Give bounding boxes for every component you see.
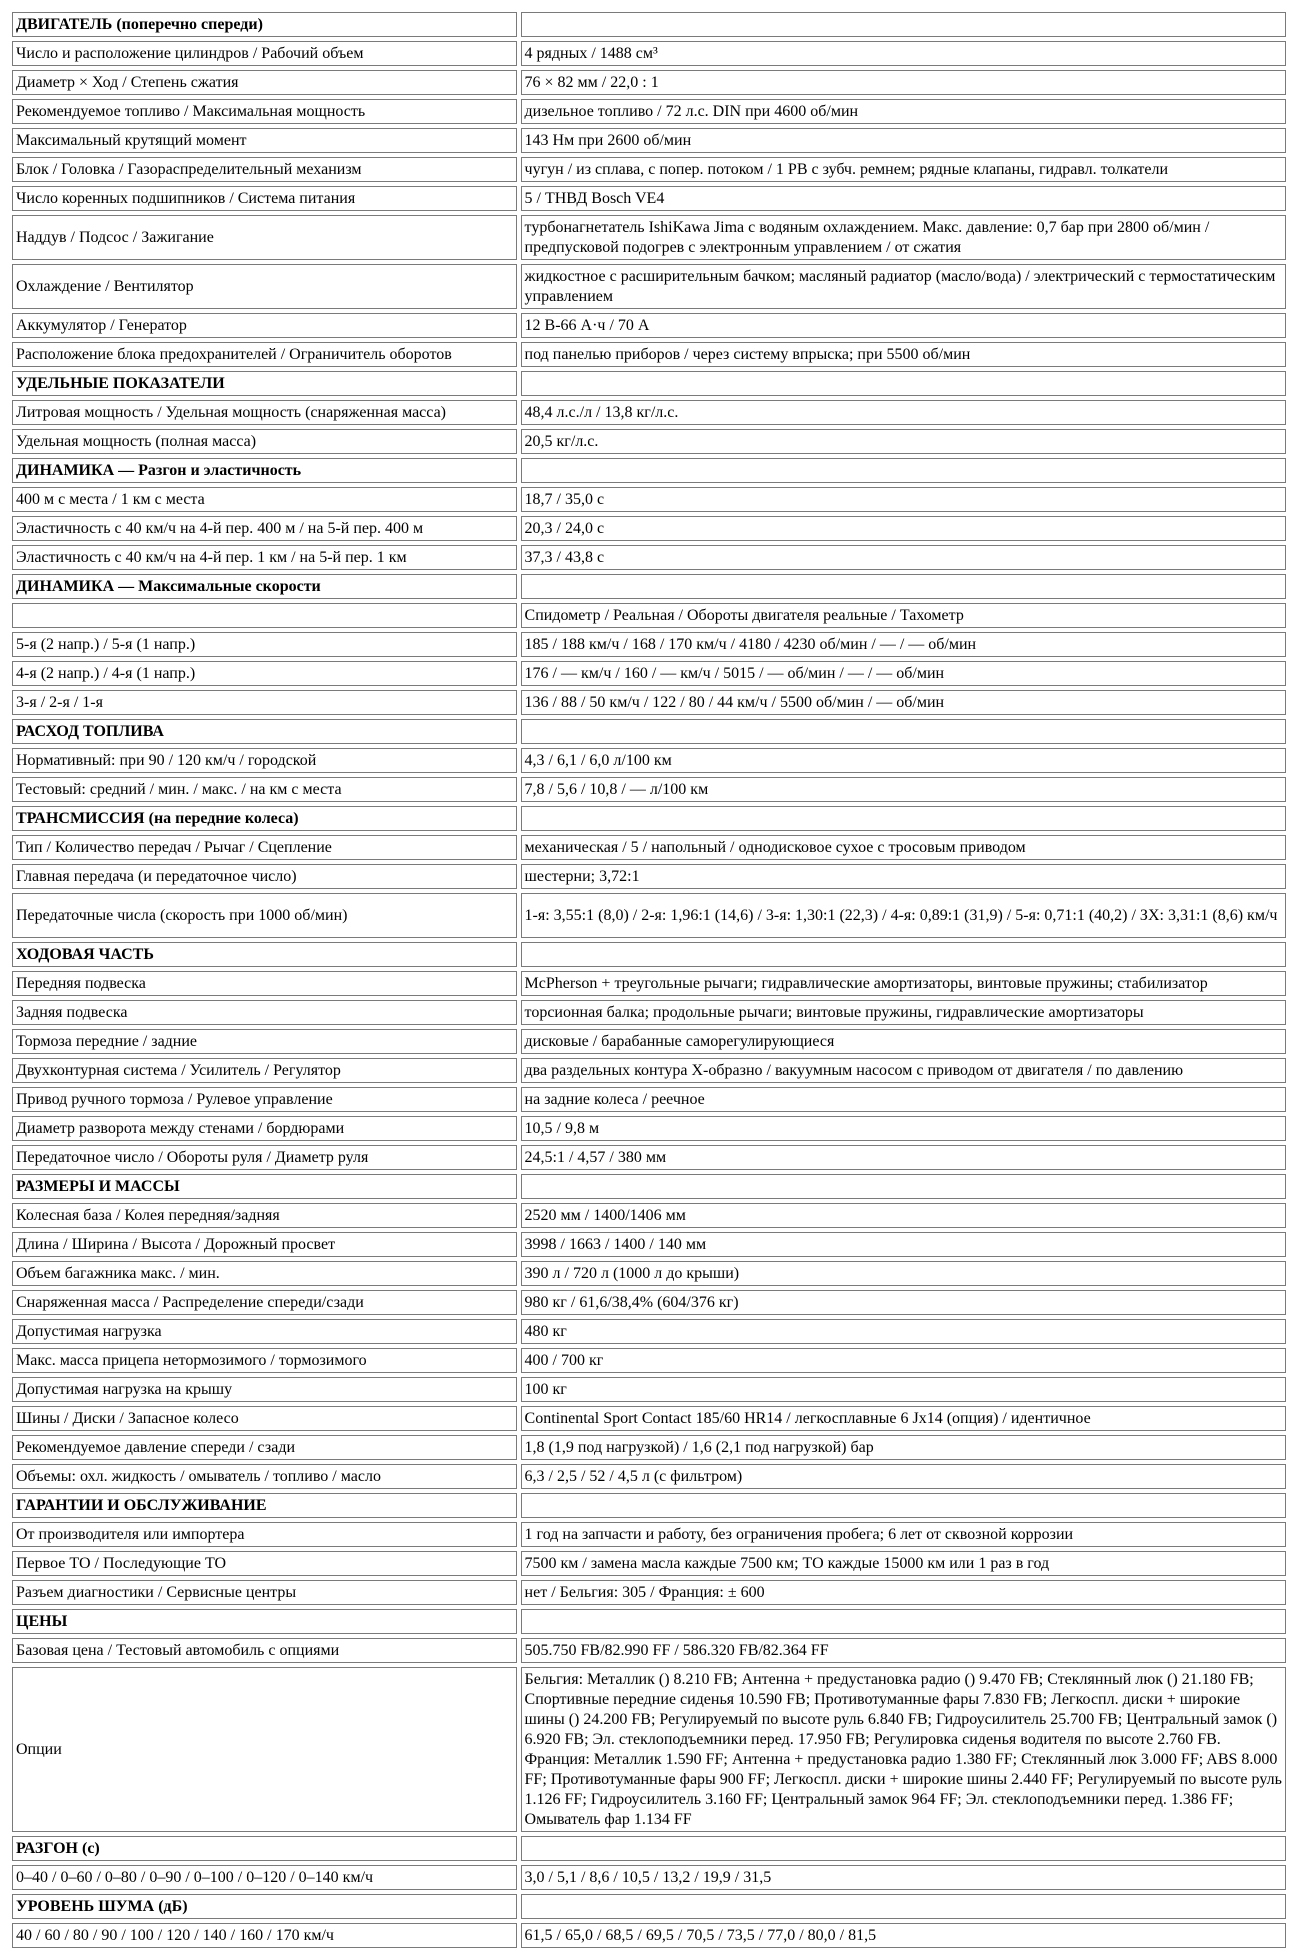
spec-row — [12, 545, 1286, 570]
spec-label: Привод ручного тормоза / Рулевое управление — [12, 1087, 517, 1112]
spec-row — [12, 215, 1286, 260]
spec-row — [12, 1667, 1286, 1832]
spec-value: торсионная балка; продольные рычаги; винтовые пружины, гидравлические амортизаторы — [521, 1000, 1286, 1025]
spec-label: Передаточные числа (скорость при 1000 об/мин) — [12, 893, 517, 938]
spec-label: Передняя подвеска — [12, 971, 517, 996]
spec-row — [12, 1029, 1286, 1054]
section-header-row — [12, 574, 1286, 599]
spec-row — [12, 264, 1286, 309]
spec-value: жидкостное с расширительным бачком; масляный радиатор (масло/вода) / электрический с термостатическим управлением — [521, 264, 1286, 309]
section-empty-cell — [521, 942, 1286, 967]
spec-value: 20,3 / 24,0 с — [521, 516, 1286, 541]
spec-value: 176 / — км/ч / 160 / — км/ч / 5015 / — об/мин / — / — об/мин — [521, 661, 1286, 686]
spec-row — [12, 1435, 1286, 1460]
spec-row — [12, 1203, 1286, 1228]
spec-label: Рекомендуемое топливо / Максимальная мощность — [12, 99, 517, 124]
spec-label: Разъем диагностики / Сервисные центры — [12, 1580, 517, 1605]
spec-row — [12, 487, 1286, 512]
section-empty-cell — [521, 1894, 1286, 1919]
spec-label: Литровая мощность / Удельная мощность (снаряженная масса) — [12, 400, 517, 425]
spec-label: 5-я (2 напр.) / 5-я (1 напр.) — [12, 632, 517, 657]
spec-value: McPherson + треугольные рычаги; гидравлические амортизаторы, винтовые пружины; стабилизатор — [521, 971, 1286, 996]
section-header-row — [12, 719, 1286, 744]
section-title: ДИНАМИКА — Разгон и эластичность — [12, 458, 517, 483]
spec-table — [8, 8, 1290, 1952]
spec-value: 6,3 / 2,5 / 52 / 4,5 л (с фильтром) — [521, 1464, 1286, 1489]
section-empty-cell — [521, 1609, 1286, 1634]
section-empty-cell — [521, 1493, 1286, 1518]
spec-value: 480 кг — [521, 1319, 1286, 1344]
spec-label: Допустимая нагрузка на крышу — [12, 1377, 517, 1402]
spec-value: 143 Нм при 2600 об/мин — [521, 128, 1286, 153]
spec-row — [12, 632, 1286, 657]
spec-value: 185 / 188 км/ч / 168 / 170 км/ч / 4180 / 4230 об/мин / — / — об/мин — [521, 632, 1286, 657]
spec-row — [12, 342, 1286, 367]
section-title: ДИНАМИКА — Максимальные скорости — [12, 574, 517, 599]
section-empty-cell — [521, 371, 1286, 396]
spec-row — [12, 1290, 1286, 1315]
spec-label: Базовая цена / Тестовый автомобиль с опциями — [12, 1638, 517, 1663]
section-empty-cell — [521, 806, 1286, 831]
spec-label: 400 м с места / 1 км с места — [12, 487, 517, 512]
section-header-row — [12, 1609, 1286, 1634]
spec-value: 400 / 700 кг — [521, 1348, 1286, 1373]
spec-label: Охлаждение / Вентилятор — [12, 264, 517, 309]
spec-label: Блок / Головка / Газораспределительный механизм — [12, 157, 517, 182]
section-header-row — [12, 371, 1286, 396]
spec-row — [12, 99, 1286, 124]
spec-row — [12, 1638, 1286, 1663]
section-title: УРОВЕНЬ ШУМА (дБ) — [12, 1894, 517, 1919]
spec-label: Макс. масса прицепа нетормозимого / тормозимого — [12, 1348, 517, 1373]
spec-label: Эластичность с 40 км/ч на 4-й пер. 1 км / на 5-й пер. 1 км — [12, 545, 517, 570]
spec-value: 48,4 л.с./л / 13,8 кг/л.с. — [521, 400, 1286, 425]
spec-row — [12, 893, 1286, 938]
section-empty-cell — [521, 1174, 1286, 1199]
spec-label: 0–40 / 0–60 / 0–80 / 0–90 / 0–100 / 0–120 / 0–140 км/ч — [12, 1865, 517, 1890]
spec-value: турбонагнетатель IshiKawa Jima с водяным охлаждением. Макс. давление: 0,7 бар при 2800 об/мин / предпусковой подогрев с электронным управлением / от сжатия — [521, 215, 1286, 260]
section-title: ТРАНСМИССИЯ (на передние колеса) — [12, 806, 517, 831]
spec-value: 10,5 / 9,8 м — [521, 1116, 1286, 1141]
section-header-row — [12, 12, 1286, 37]
section-header-row — [12, 458, 1286, 483]
spec-label: Наддув / Подсос / Зажигание — [12, 215, 517, 260]
section-title: ЦЕНЫ — [12, 1609, 517, 1634]
spec-label: Главная передача (и передаточное число) — [12, 864, 517, 889]
spec-label: Максимальный крутящий момент — [12, 128, 517, 153]
spec-label: Колесная база / Колея передняя/задняя — [12, 1203, 517, 1228]
spec-label: Допустимая нагрузка — [12, 1319, 517, 1344]
spec-value: 1 год на запчасти и работу, без ограничения пробега; 6 лет от сквозной коррозии — [521, 1522, 1286, 1547]
spec-value: Бельгия: Металлик () 8.210 FB; Антенна + предустановка радио () 9.470 FB; Стеклянный люк () 21.180 FB; Спортивные передние сиденья 10.590 FB; Противотуманные фары 7.830 FB; Легкоспл. диски + широкие шины () 24.200 FB; Регулируемый по высоте руль 6.840 FB; Гидроусилитель 25.700 FB; Центральный замок () 6.920 FB; Эл. стеклоподъемники перед. 17.950 FB; Регулировка сиденья водителя по высоте 2.760 FB. Франция: Металлик 1.590 FF; Антенна + предустановка радио 1.380 FF; Стеклянный люк 3.000 FF; ABS 8.000 FF; Противотуманные фары 900 FF; Легкоспл. диски + широкие шины 2.440 FF; Регулируемый по высоте руль 1.126 FF; Гидроусилитель 3.160 FF; Центральный замок 964 FF; Эл. стеклоподъемники перед. 1.386 FF; Омыватель фар 1.134 FF — [521, 1667, 1286, 1832]
spec-value: Спидометр / Реальная / Обороты двигателя реальные / Тахометр — [521, 603, 1286, 628]
spec-row — [12, 41, 1286, 66]
section-title: УДЕЛЬНЫЕ ПОКАЗАТЕЛИ — [12, 371, 517, 396]
spec-label: 3-я / 2-я / 1-я — [12, 690, 517, 715]
spec-row — [12, 1464, 1286, 1489]
spec-row — [12, 1348, 1286, 1373]
spec-row — [12, 429, 1286, 454]
spec-label: Тип / Количество передач / Рычаг / Сцепление — [12, 835, 517, 860]
spec-label: Объемы: охл. жидкость / омыватель / топливо / масло — [12, 1464, 517, 1489]
spec-row — [12, 157, 1286, 182]
spec-label: Опции — [12, 1667, 517, 1832]
section-empty-cell — [521, 719, 1286, 744]
spec-label: Объем багажника макс. / мин. — [12, 1261, 517, 1286]
spec-row — [12, 1923, 1286, 1948]
spec-label: 40 / 60 / 80 / 90 / 100 / 120 / 140 / 160 / 170 км/ч — [12, 1923, 517, 1948]
spec-label: Удельная мощность (полная масса) — [12, 429, 517, 454]
spec-label: Задняя подвеска — [12, 1000, 517, 1025]
spec-row — [12, 864, 1286, 889]
section-title: РАСХОД ТОПЛИВА — [12, 719, 517, 744]
spec-value: два раздельных контура Х-образно / вакуумным насосом с приводом от двигателя / по давлению — [521, 1058, 1286, 1083]
spec-row — [12, 835, 1286, 860]
spec-value: нет / Бельгия: 305 / Франция: ± 600 — [521, 1580, 1286, 1605]
spec-label: Расположение блока предохранителей / Ограничитель оборотов — [12, 342, 517, 367]
spec-value: 390 л / 720 л (1000 л до крыши) — [521, 1261, 1286, 1286]
spec-value: 2520 мм / 1400/1406 мм — [521, 1203, 1286, 1228]
spec-value: 76 × 82 мм / 22,0 : 1 — [521, 70, 1286, 95]
section-header-row — [12, 1836, 1286, 1861]
spec-label: Тормоза передние / задние — [12, 1029, 517, 1054]
spec-label: Снаряженная масса / Распределение спереди/сзади — [12, 1290, 517, 1315]
spec-row — [12, 1145, 1286, 1170]
spec-value: чугун / из сплава, с попер. потоком / 1 РВ с зубч. ремнем; рядные клапаны, гидравл. толкатели — [521, 157, 1286, 182]
spec-value: 7,8 / 5,6 / 10,8 / — л/100 км — [521, 777, 1286, 802]
spec-label: Рекомендуемое давление спереди / сзади — [12, 1435, 517, 1460]
spec-row — [12, 1377, 1286, 1402]
spec-value: под панелью приборов / через систему впрыска; при 5500 об/мин — [521, 342, 1286, 367]
spec-value: 1-я: 3,55:1 (8,0) / 2-я: 1,96:1 (14,6) / 3-я: 1,30:1 (22,3) / 4-я: 0,89:1 (31,9) / 5-я: 0,71:1 (40,2) / ЗХ: 3,31:1 (8,6) км/ч — [521, 893, 1286, 938]
section-title: ДВИГАТЕЛЬ (поперечно спереди) — [12, 12, 517, 37]
section-empty-cell — [521, 12, 1286, 37]
section-header-row — [12, 1894, 1286, 1919]
spec-value: 3,0 / 5,1 / 8,6 / 10,5 / 13,2 / 19,9 / 31,5 — [521, 1865, 1286, 1890]
spec-row — [12, 690, 1286, 715]
spec-row — [12, 603, 1286, 628]
spec-label: Первое ТО / Последующие ТО — [12, 1551, 517, 1576]
spec-row — [12, 777, 1286, 802]
spec-value: дизельное топливо / 72 л.с. DIN при 4600 об/мин — [521, 99, 1286, 124]
spec-label: От производителя или импортера — [12, 1522, 517, 1547]
section-title: РАЗМЕРЫ И МАССЫ — [12, 1174, 517, 1199]
spec-value: 12 В-66 А·ч / 70 А — [521, 313, 1286, 338]
spec-row — [12, 1116, 1286, 1141]
spec-row — [12, 1580, 1286, 1605]
section-empty-cell — [521, 458, 1286, 483]
spec-value: 7500 км / замена масла каждые 7500 км; ТО каждые 15000 км или 1 раз в год — [521, 1551, 1286, 1576]
spec-value: 37,3 / 43,8 с — [521, 545, 1286, 570]
spec-row — [12, 661, 1286, 686]
spec-row — [12, 748, 1286, 773]
spec-value: на задние колеса / реечное — [521, 1087, 1286, 1112]
spec-label: Тестовый: средний / мин. / макс. / на км с места — [12, 777, 517, 802]
spec-label: Нормативный: при 90 / 120 км/ч / городской — [12, 748, 517, 773]
spec-row — [12, 400, 1286, 425]
section-title: ХОДОВАЯ ЧАСТЬ — [12, 942, 517, 967]
section-empty-cell — [521, 574, 1286, 599]
section-header-row — [12, 806, 1286, 831]
spec-value: 505.750 FB/82.990 FF / 586.320 FB/82.364 FF — [521, 1638, 1286, 1663]
section-title: РАЗГОН (с) — [12, 1836, 517, 1861]
spec-label: Двухконтурная система / Усилитель / Регулятор — [12, 1058, 517, 1083]
spec-value: шестерни; 3,72:1 — [521, 864, 1286, 889]
spec-label — [12, 603, 517, 628]
spec-label: Число коренных подшипников / Система питания — [12, 186, 517, 211]
spec-row — [12, 1522, 1286, 1547]
spec-row — [12, 516, 1286, 541]
spec-label: Длина / Ширина / Высота / Дорожный просвет — [12, 1232, 517, 1257]
spec-row — [12, 1087, 1286, 1112]
spec-table-body — [12, 12, 1286, 1948]
spec-row — [12, 1865, 1286, 1890]
spec-row — [12, 971, 1286, 996]
spec-row — [12, 70, 1286, 95]
spec-value: 24,5:1 / 4,57 / 380 мм — [521, 1145, 1286, 1170]
spec-label: Диаметр × Ход / Степень сжатия — [12, 70, 517, 95]
spec-value: 136 / 88 / 50 км/ч / 122 / 80 / 44 км/ч / 5500 об/мин / — об/мин — [521, 690, 1286, 715]
spec-row — [12, 1319, 1286, 1344]
spec-label: Число и расположение цилиндров / Рабочий объем — [12, 41, 517, 66]
section-header-row — [12, 1174, 1286, 1199]
spec-value: 4 рядных / 1488 см³ — [521, 41, 1286, 66]
spec-value: 1,8 (1,9 под нагрузкой) / 1,6 (2,1 под нагрузкой) бар — [521, 1435, 1286, 1460]
section-title: ГАРАНТИИ И ОБСЛУЖИВАНИЕ — [12, 1493, 517, 1518]
section-header-row — [12, 942, 1286, 967]
spec-value: 5 / ТНВД Bosch VE4 — [521, 186, 1286, 211]
spec-row — [12, 1058, 1286, 1083]
spec-value: 4,3 / 6,1 / 6,0 л/100 км — [521, 748, 1286, 773]
spec-value: дисковые / барабанные саморегулирующиеся — [521, 1029, 1286, 1054]
spec-label: Аккумулятор / Генератор — [12, 313, 517, 338]
spec-value: механическая / 5 / напольный / однодисковое сухое с тросовым приводом — [521, 835, 1286, 860]
spec-value: 980 кг / 61,6/38,4% (604/376 кг) — [521, 1290, 1286, 1315]
spec-label: Передаточное число / Обороты руля / Диаметр руля — [12, 1145, 517, 1170]
section-header-row — [12, 1493, 1286, 1518]
spec-row — [12, 1551, 1286, 1576]
spec-row — [12, 1000, 1286, 1025]
spec-label: 4-я (2 напр.) / 4-я (1 напр.) — [12, 661, 517, 686]
section-empty-cell — [521, 1836, 1286, 1861]
spec-label: Шины / Диски / Запасное колесо — [12, 1406, 517, 1431]
spec-value: 18,7 / 35,0 с — [521, 487, 1286, 512]
spec-row — [12, 313, 1286, 338]
spec-row — [12, 1261, 1286, 1286]
spec-value: 3998 / 1663 / 1400 / 140 мм — [521, 1232, 1286, 1257]
spec-row — [12, 128, 1286, 153]
spec-value: 61,5 / 65,0 / 68,5 / 69,5 / 70,5 / 73,5 / 77,0 / 80,0 / 81,5 — [521, 1923, 1286, 1948]
spec-row — [12, 1406, 1286, 1431]
spec-value: 20,5 кг/л.с. — [521, 429, 1286, 454]
spec-row — [12, 186, 1286, 211]
spec-label: Эластичность с 40 км/ч на 4-й пер. 400 м / на 5-й пер. 400 м — [12, 516, 517, 541]
spec-value: Continental Sport Contact 185/60 HR14 / легкосплавные 6 Jx14 (опция) / идентичное — [521, 1406, 1286, 1431]
spec-label: Диаметр разворота между стенами / бордюрами — [12, 1116, 517, 1141]
spec-value: 100 кг — [521, 1377, 1286, 1402]
spec-row — [12, 1232, 1286, 1257]
